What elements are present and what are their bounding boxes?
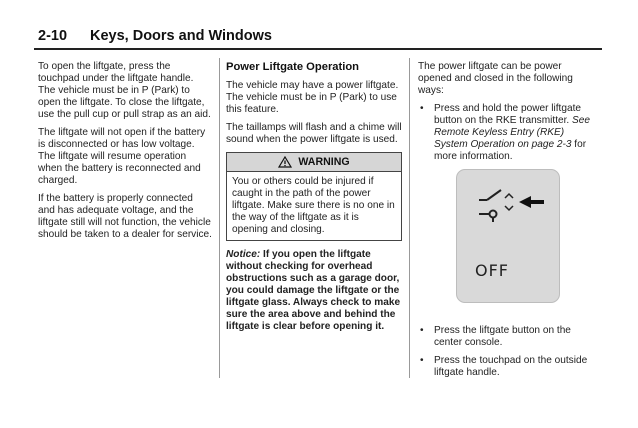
list-item: • Press the liftgate button on the center console.: [418, 325, 598, 349]
warning-box: [226, 152, 402, 241]
warning-header: [227, 153, 401, 172]
cross-reference-link: See Remote Keyless Entry (RKE) System Operation on page 2-3: [434, 115, 590, 150]
bullet-list-rke: [418, 103, 598, 163]
warning-triangle-icon: [278, 156, 292, 168]
paragraph-taillamps: The taillamps will flash and a chime will sound when the power liftgate is used.: [226, 122, 402, 145]
list-item: • Press the touchpad on the outside liftgate handle.: [418, 355, 598, 379]
liftgate-button-panel: [456, 169, 560, 303]
bullet-list-other: [418, 325, 598, 379]
liftgate-button-illustration: [418, 169, 598, 315]
list-item: [418, 103, 598, 163]
warning-text: You or others could be injured if caught in the path of the power liftgate. Make sure there is no one in the way of the liftgate as it is opening and closing.: [232, 176, 395, 235]
page-header: [38, 28, 600, 44]
section-title: Keys, Doors and Windows: [90, 28, 272, 44]
liftgate-symbol-icon: [457, 170, 559, 240]
paragraph-power-liftgate: The vehicle may have a power liftgate. The vehicle must be in P (Park) to use this feature.: [226, 80, 399, 115]
notice-paragraph: [226, 249, 402, 333]
paragraph-ways-intro: The power liftgate can be power opened and closed in the following ways:: [418, 61, 573, 96]
column-left: [38, 61, 212, 247]
bullet-suffix: for more information.: [434, 139, 587, 162]
column-divider-2: [409, 58, 410, 378]
paragraph-open-liftgate: To open the liftgate, press the touchpad under the liftgate handle. The vehicle must be in P (Park) to open the liftgate. To close the liftgate, use the pull cup or pull strap as an aid.: [38, 61, 211, 120]
warning-label: WARNING: [298, 156, 350, 168]
column-middle: [226, 61, 402, 333]
bullet-text: Press and hold the power liftgate button on the RKE transmitter.: [434, 103, 582, 126]
notice-label: Notice:: [226, 249, 261, 260]
header-rule: [34, 48, 602, 50]
notice-text: If you open the liftgate without checking for overhead obstructions such as a garage door, you could damage the liftgate or the liftgate glass. Always check to make sure the area above and behind the liftgate is clear before opening it.: [226, 249, 401, 332]
section-heading: Power Liftgate Operation: [226, 61, 360, 73]
column-right: [418, 61, 598, 385]
column-divider-1: [219, 58, 220, 378]
paragraph-dealer-service: If the battery is properly connected and has adequate voltage, and the liftgate still will not function, the vehicle should be taken to a dealer for service.: [38, 193, 212, 240]
off-label: OFF: [475, 261, 509, 280]
paragraph-battery: The liftgate will not open if the battery is disconnected or has low voltage. The liftgate will resume operation when the battery is reconnected and charged.: [38, 127, 206, 186]
page-number: 2-10: [38, 28, 68, 44]
